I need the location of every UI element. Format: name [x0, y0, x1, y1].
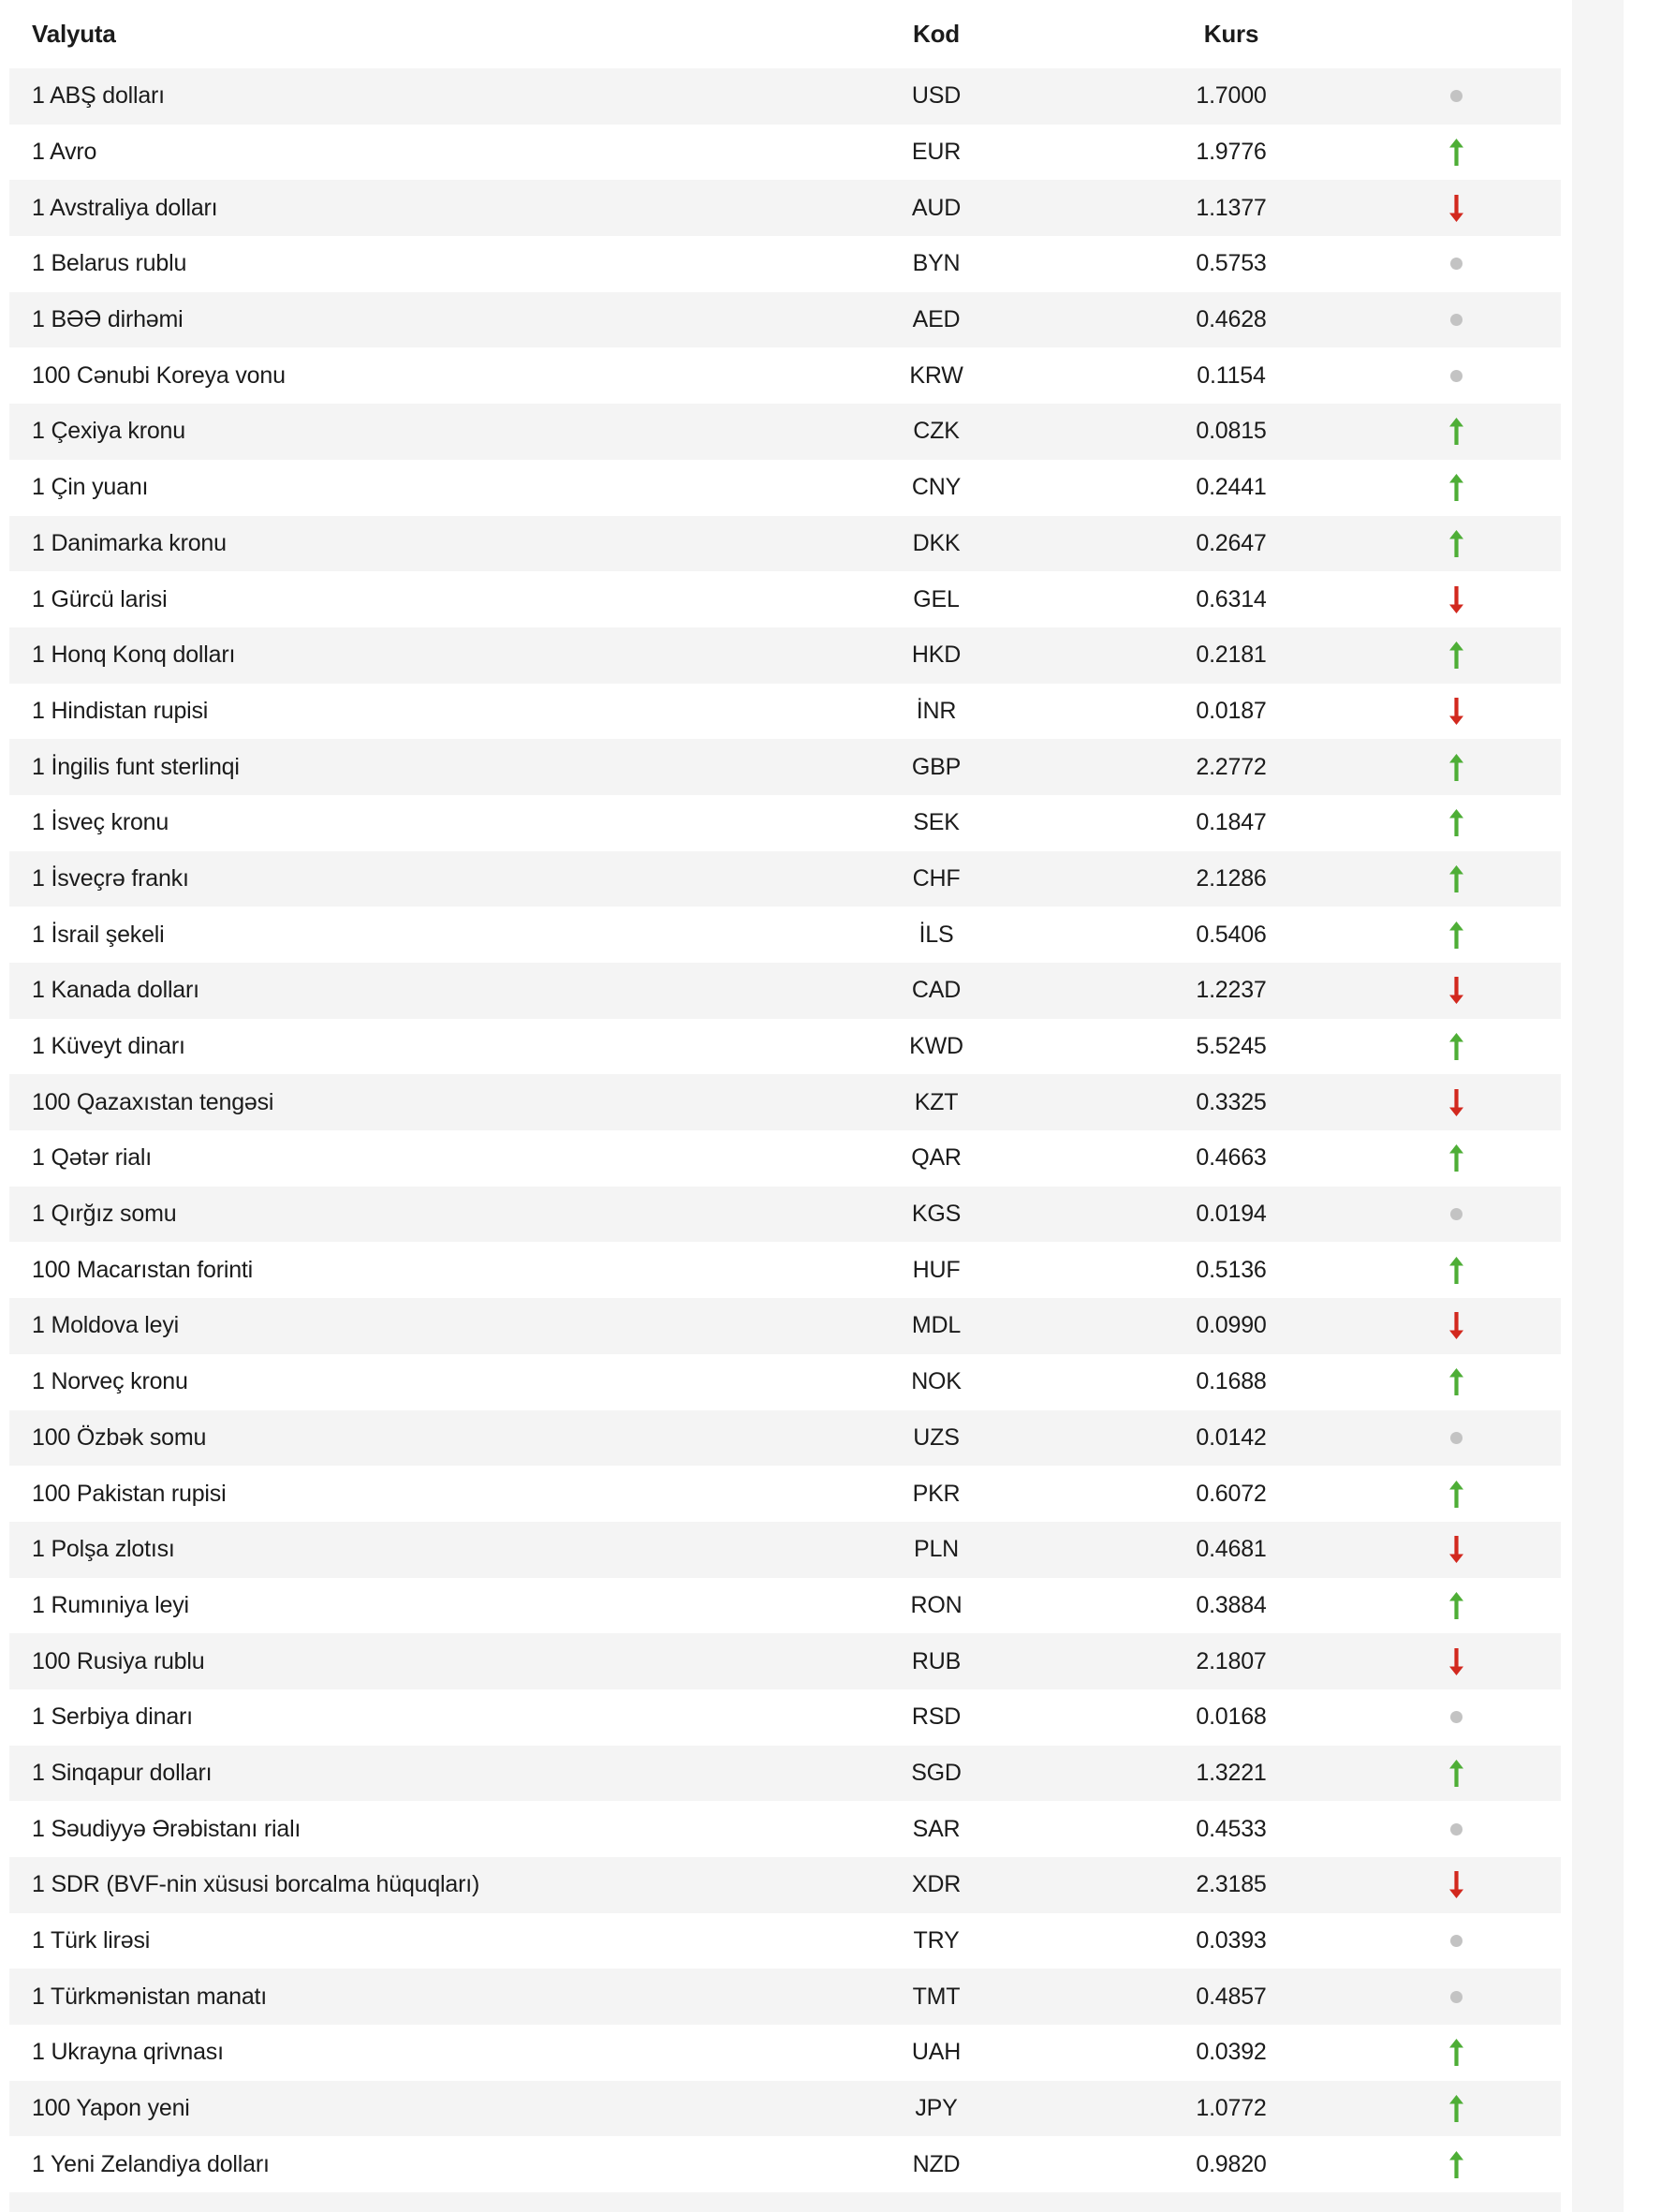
- trend-up-icon: [1449, 2095, 1463, 2122]
- trend-indicator: [1376, 1410, 1561, 1467]
- trend-indicator: [1376, 1019, 1561, 1075]
- trend-indicator: [1376, 851, 1561, 907]
- trend-indicator: [1376, 1466, 1561, 1522]
- currency-name: 100 Pakistan rupisi: [32, 1480, 227, 1507]
- trend-up-icon: [1449, 922, 1463, 949]
- currency-name: 1 Kanada dolları: [32, 977, 199, 1004]
- table-row: [9, 1913, 1561, 1969]
- currency-code: NOK: [911, 1368, 962, 1395]
- trend-indicator: [1376, 1522, 1561, 1578]
- currency-code: JPY: [915, 2095, 958, 2122]
- header-valyuta: Valyuta: [32, 20, 116, 48]
- table-row: [9, 125, 1561, 181]
- currency-code: HUF: [912, 1256, 961, 1283]
- currency-rate: 0.1154: [1197, 361, 1266, 389]
- currency-name: 1 Belarus rublu: [32, 250, 187, 277]
- currency-rate: 0.5753: [1196, 250, 1267, 277]
- trend-indicator: [1376, 1354, 1561, 1410]
- currency-code: KZT: [914, 1088, 959, 1115]
- trend-flat-dot-icon: [1450, 1823, 1463, 1836]
- currency-code: XDR: [911, 1871, 962, 1898]
- currency-code: UAH: [911, 2039, 962, 2066]
- trend-up-icon: [1449, 809, 1463, 836]
- currency-rate: 0.4628: [1196, 306, 1267, 333]
- currency-rate: 0.2181: [1196, 641, 1267, 669]
- currency-rate: 0.1847: [1196, 809, 1267, 836]
- currency-name: 100 Rusiya rublu: [32, 1647, 205, 1674]
- trend-flat-dot-icon: [1450, 314, 1463, 326]
- currency-name: 100 Qazaxıstan tengəsi: [32, 1088, 274, 1115]
- trend-flat-dot-icon: [1450, 1935, 1463, 1947]
- table-row: [9, 404, 1561, 460]
- currency-code: İLS: [919, 921, 954, 948]
- currency-rates-table: [9, 0, 1561, 2212]
- currency-rate: 5.5245: [1196, 1033, 1267, 1060]
- currency-rate: 2.3185: [1196, 1871, 1267, 1898]
- currency-code: HKD: [911, 641, 962, 669]
- table-row: [9, 1689, 1561, 1746]
- currency-rate: 0.0194: [1196, 1201, 1267, 1228]
- trend-indicator: [1376, 571, 1561, 627]
- currency-code: MDL: [911, 1312, 962, 1339]
- table-row: [9, 180, 1561, 236]
- trend-indicator: [1376, 68, 1561, 125]
- header-trend-spacer: [1376, 0, 1561, 68]
- currency-name: 1 Rumıniya leyi: [32, 1591, 189, 1618]
- currency-name: 1 BƏƏ dirhəmi: [32, 306, 184, 333]
- currency-rate: 2.1807: [1196, 1647, 1267, 1674]
- currency-name: 1 Avro: [32, 139, 97, 166]
- table-row: [9, 963, 1561, 1019]
- currency-code: KWD: [909, 1033, 963, 1060]
- trend-indicator: [1376, 1578, 1561, 1634]
- currency-code: KGS: [911, 1201, 962, 1228]
- currency-rate: 0.4663: [1196, 1144, 1267, 1172]
- currency-name: 1 Serbiya dinarı: [32, 1703, 193, 1731]
- trend-indicator: [1376, 1130, 1561, 1187]
- table-body: [9, 68, 1561, 2192]
- table-row: [9, 1410, 1561, 1467]
- currency-rate: 0.0990: [1196, 1312, 1267, 1339]
- trend-down-icon: [1449, 698, 1463, 725]
- currency-rate: 1.7000: [1196, 82, 1267, 110]
- currency-code: PLN: [913, 1536, 960, 1563]
- trend-up-icon: [1449, 1760, 1463, 1787]
- table-header-row: [9, 0, 1561, 68]
- trend-up-icon: [1449, 865, 1463, 892]
- table-row: [9, 1019, 1561, 1075]
- table-row: [9, 1801, 1561, 1857]
- vertical-scrollbar-track[interactable]: [1572, 0, 1624, 2212]
- currency-rate: 0.0187: [1196, 697, 1267, 724]
- currency-code: EUR: [911, 139, 962, 166]
- trend-up-icon: [1449, 641, 1463, 669]
- trend-up-icon: [1449, 418, 1463, 445]
- partial-next-row: [9, 2192, 1561, 2212]
- currency-name: 1 Çin yuanı: [32, 474, 149, 501]
- trend-indicator: [1376, 963, 1561, 1019]
- trend-down-icon: [1449, 1648, 1463, 1675]
- trend-flat-dot-icon: [1450, 258, 1463, 270]
- trend-down-icon: [1449, 1089, 1463, 1116]
- table-row: [9, 907, 1561, 963]
- table-row: [9, 1969, 1561, 2025]
- currency-name: 1 Norveç kronu: [32, 1368, 188, 1395]
- currency-name: 100 Cənubi Koreya vonu: [32, 361, 286, 389]
- trend-indicator: [1376, 180, 1561, 236]
- currency-code: CNY: [911, 474, 962, 501]
- table-row: [9, 571, 1561, 627]
- currency-rate: 0.0393: [1196, 1927, 1267, 1954]
- trend-up-icon: [1449, 754, 1463, 781]
- trend-indicator: [1376, 404, 1561, 460]
- trend-up-icon: [1449, 2039, 1463, 2066]
- trend-indicator: [1376, 236, 1561, 292]
- currency-name: 1 İsveç kronu: [32, 809, 169, 836]
- header-kod: Kod: [913, 20, 960, 48]
- table-row: [9, 292, 1561, 348]
- table-row: [9, 2081, 1561, 2137]
- currency-name: 1 Yeni Zelandiya dolları: [32, 2150, 270, 2177]
- trend-up-icon: [1449, 1481, 1463, 1508]
- table-row: [9, 627, 1561, 684]
- trend-indicator: [1376, 739, 1561, 795]
- trend-indicator: [1376, 292, 1561, 348]
- table-row: [9, 1354, 1561, 1410]
- currency-code: NZD: [912, 2150, 961, 2177]
- currency-rate: 0.3325: [1196, 1088, 1267, 1115]
- currency-rate: 0.1688: [1196, 1368, 1267, 1395]
- currency-code: QAR: [911, 1144, 962, 1172]
- currency-rate: 0.5136: [1196, 1256, 1267, 1283]
- currency-name: 1 Çexiya kronu: [32, 418, 185, 445]
- trend-flat-dot-icon: [1450, 370, 1463, 382]
- currency-name: 1 Danimarka kronu: [32, 529, 227, 556]
- currency-rate: 0.9820: [1196, 2150, 1267, 2177]
- currency-code: KRW: [909, 361, 963, 389]
- currency-rate: 0.2441: [1196, 474, 1267, 501]
- currency-name: 1 Səudiyyə Ərəbistanı rialı: [32, 1815, 301, 1842]
- currency-code: GEL: [913, 585, 960, 612]
- trend-indicator: [1376, 684, 1561, 740]
- table-row: [9, 236, 1561, 292]
- trend-up-icon: [1449, 1368, 1463, 1395]
- currency-code: BYN: [912, 250, 961, 277]
- currency-name: 1 Ukrayna qrivnası: [32, 2039, 224, 2066]
- trend-indicator: [1376, 1074, 1561, 1130]
- currency-name: 1 İsveçrə frankı: [32, 864, 189, 892]
- currency-code: UZS: [913, 1423, 960, 1451]
- currency-rate: 1.9776: [1196, 139, 1267, 166]
- trend-flat-dot-icon: [1450, 1208, 1463, 1220]
- currency-code: SAR: [912, 1815, 961, 1842]
- currency-code: PKR: [912, 1480, 961, 1507]
- table-row: [9, 347, 1561, 404]
- currency-name: 1 Türkmənistan manatı: [32, 1983, 268, 2010]
- currency-name: 1 ABŞ dolları: [32, 82, 165, 110]
- currency-rate: 1.0772: [1196, 2095, 1267, 2122]
- currency-name: 1 Qırğız somu: [32, 1201, 177, 1228]
- table-row: [9, 1522, 1561, 1578]
- currency-name: 1 Avstraliya dolları: [32, 194, 218, 221]
- table-row: [9, 2136, 1561, 2192]
- trend-up-icon: [1449, 530, 1463, 557]
- currency-name: 1 Gürcü larisi: [32, 585, 168, 612]
- table-row: [9, 1466, 1561, 1522]
- currency-code: RSD: [911, 1703, 962, 1731]
- currency-code: DKK: [912, 529, 961, 556]
- trend-indicator: [1376, 1801, 1561, 1857]
- table-row: [9, 1187, 1561, 1243]
- currency-rate: 0.4857: [1196, 1983, 1267, 2010]
- currency-code: SGD: [911, 1759, 962, 1786]
- trend-indicator: [1376, 1242, 1561, 1298]
- table-row: [9, 516, 1561, 572]
- trend-up-icon: [1449, 1592, 1463, 1619]
- currency-code: CHF: [912, 864, 961, 892]
- currency-name: 100 Özbək somu: [32, 1423, 207, 1451]
- table-row: [9, 1074, 1561, 1130]
- trend-up-icon: [1449, 2151, 1463, 2178]
- trend-down-icon: [1449, 195, 1463, 222]
- table-row: [9, 739, 1561, 795]
- table-row: [9, 68, 1561, 125]
- currency-name: 1 İngilis funt sterlinqi: [32, 753, 240, 780]
- table-row: [9, 1633, 1561, 1689]
- currency-rate: 0.6314: [1196, 585, 1267, 612]
- trend-down-icon: [1449, 1536, 1463, 1563]
- trend-indicator: [1376, 1298, 1561, 1354]
- trend-indicator: [1376, 795, 1561, 851]
- trend-indicator: [1376, 1187, 1561, 1243]
- currency-code: RUB: [911, 1647, 962, 1674]
- table-row: [9, 1578, 1561, 1634]
- currency-name: 1 Moldova leyi: [32, 1312, 180, 1339]
- trend-indicator: [1376, 2081, 1561, 2137]
- trend-indicator: [1376, 2136, 1561, 2192]
- currency-name: 1 Hindistan rupisi: [32, 697, 209, 724]
- currency-name: 1 Türk lirəsi: [32, 1927, 151, 1954]
- currency-rate: 0.0168: [1196, 1703, 1267, 1731]
- currency-name: 1 İsrail şekeli: [32, 921, 165, 948]
- currency-rate: 0.4533: [1196, 1815, 1267, 1842]
- trend-indicator: [1376, 1913, 1561, 1969]
- trend-down-icon: [1449, 977, 1463, 1004]
- trend-up-icon: [1449, 139, 1463, 166]
- table-row: [9, 1298, 1561, 1354]
- table-row: [9, 851, 1561, 907]
- currency-code: CZK: [913, 418, 960, 445]
- trend-up-icon: [1449, 1033, 1463, 1060]
- trend-down-icon: [1449, 586, 1463, 613]
- trend-flat-dot-icon: [1450, 90, 1463, 102]
- currency-rate: 0.0142: [1196, 1423, 1267, 1451]
- currency-rate: 0.0392: [1196, 2039, 1267, 2066]
- table-row: [9, 1242, 1561, 1298]
- currency-code: USD: [911, 82, 962, 110]
- trend-down-icon: [1449, 1871, 1463, 1898]
- table-row: [9, 1746, 1561, 1802]
- trend-indicator: [1376, 2025, 1561, 2081]
- trend-indicator: [1376, 907, 1561, 963]
- trend-down-icon: [1449, 1312, 1463, 1339]
- currency-name: 1 Küveyt dinarı: [32, 1033, 185, 1060]
- currency-name: 100 Yapon yeni: [32, 2095, 190, 2122]
- trend-indicator: [1376, 460, 1561, 516]
- currency-code: AUD: [911, 194, 962, 221]
- trend-indicator: [1376, 627, 1561, 684]
- trend-indicator: [1376, 1746, 1561, 1802]
- table-row: [9, 1130, 1561, 1187]
- currency-name: 1 Qətər rialı: [32, 1144, 153, 1172]
- trend-flat-dot-icon: [1450, 1991, 1463, 2003]
- trend-up-icon: [1449, 474, 1463, 501]
- trend-flat-dot-icon: [1450, 1432, 1463, 1444]
- currency-rate: 0.2647: [1196, 529, 1267, 556]
- trend-flat-dot-icon: [1450, 1711, 1463, 1723]
- table-row: [9, 795, 1561, 851]
- currency-rate: 1.2237: [1196, 977, 1267, 1004]
- trend-indicator: [1376, 1969, 1561, 2025]
- currency-code: AED: [912, 306, 961, 333]
- currency-code: TRY: [913, 1927, 960, 1954]
- currency-name: 100 Macarıstan forinti: [32, 1256, 253, 1283]
- trend-up-icon: [1449, 1144, 1463, 1172]
- currency-name: 1 Polşa zlotısı: [32, 1536, 175, 1563]
- table-row: [9, 684, 1561, 740]
- currency-rate: 2.1286: [1196, 864, 1267, 892]
- currency-rate: 0.6072: [1196, 1480, 1267, 1507]
- currency-rate: 0.5406: [1196, 921, 1267, 948]
- currency-rate: 1.3221: [1196, 1759, 1267, 1786]
- table-row: [9, 2025, 1561, 2081]
- trend-indicator: [1376, 516, 1561, 572]
- currency-rate: 2.2772: [1196, 753, 1267, 780]
- trend-indicator: [1376, 125, 1561, 181]
- header-kurs: Kurs: [1203, 20, 1259, 48]
- currency-rate: 0.3884: [1196, 1591, 1267, 1618]
- table-row: [9, 1857, 1561, 1913]
- currency-code: İNR: [916, 697, 957, 724]
- currency-name: 1 SDR (BVF-nin xüsusi borcalma hüquqları): [32, 1871, 480, 1898]
- currency-code: SEK: [913, 809, 960, 836]
- currency-code: CAD: [911, 977, 962, 1004]
- table-row: [9, 460, 1561, 516]
- currency-rate: 1.1377: [1196, 194, 1267, 221]
- trend-indicator: [1376, 1633, 1561, 1689]
- currency-code: GBP: [911, 753, 962, 780]
- trend-indicator: [1376, 1689, 1561, 1746]
- currency-name: 1 Sinqapur dolları: [32, 1759, 213, 1786]
- trend-up-icon: [1449, 1257, 1463, 1284]
- currency-name: 1 Honq Konq dolları: [32, 641, 236, 669]
- currency-code: RON: [910, 1591, 963, 1618]
- currency-rate: 0.4681: [1196, 1536, 1267, 1563]
- trend-indicator: [1376, 1857, 1561, 1913]
- currency-rate: 0.0815: [1196, 418, 1267, 445]
- currency-code: TMT: [912, 1983, 961, 2010]
- trend-indicator: [1376, 347, 1561, 404]
